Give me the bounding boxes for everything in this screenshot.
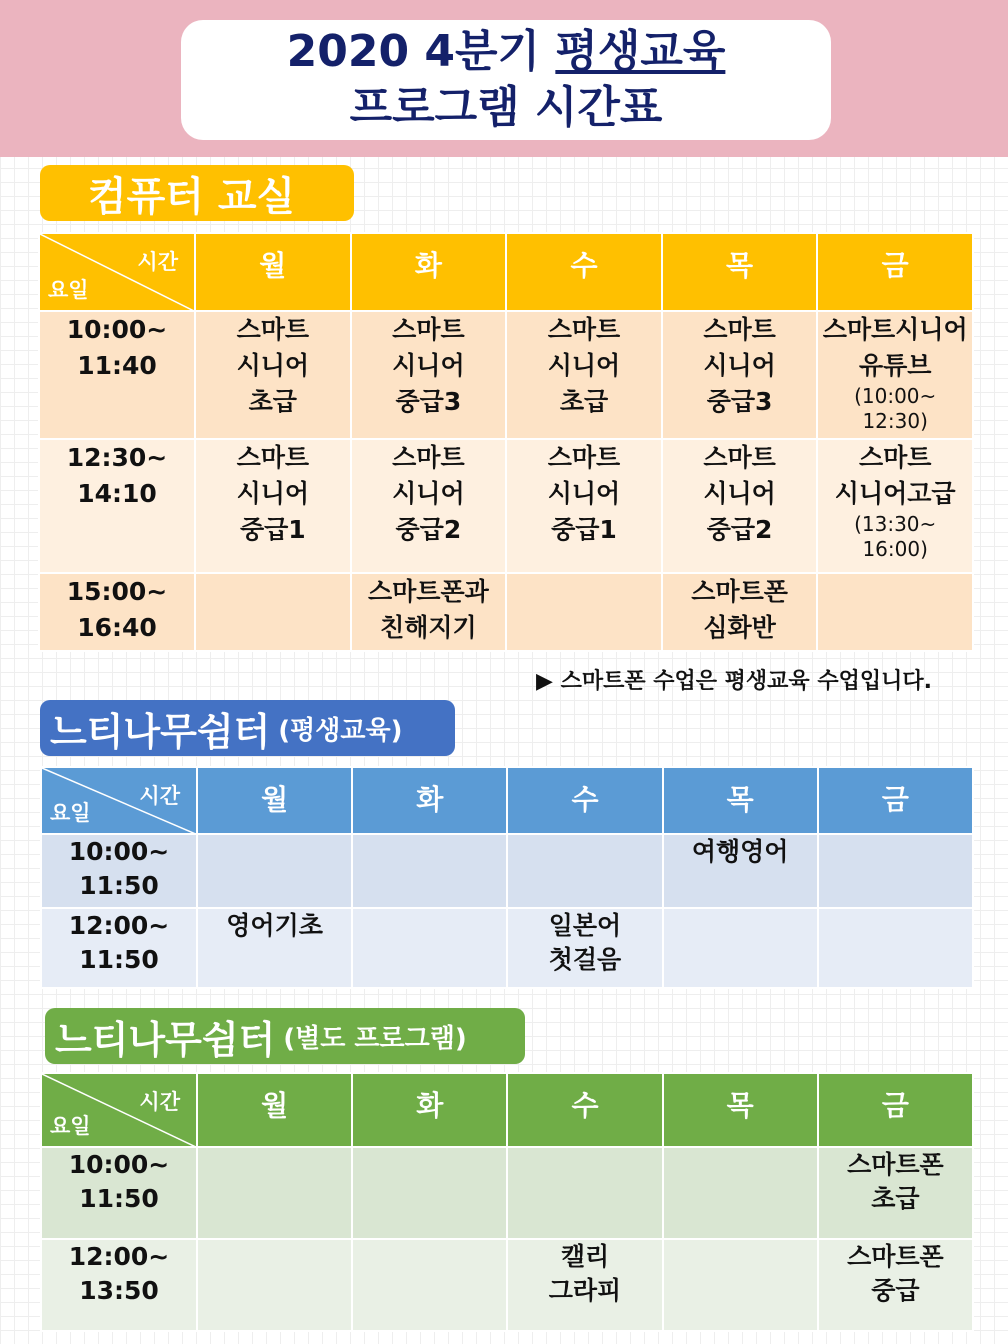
class-cell xyxy=(197,834,352,908)
table-row xyxy=(39,439,973,573)
time-cell: 12:00~ 11:50 xyxy=(41,908,197,988)
table-row xyxy=(39,311,973,439)
class-cell xyxy=(663,1147,818,1239)
day-header: 수 xyxy=(506,233,662,311)
day-header: 수 xyxy=(507,1073,662,1147)
class-cell xyxy=(663,908,818,988)
corner-cell xyxy=(41,1073,197,1147)
computer-room-table xyxy=(38,232,974,652)
corner-day: 요일 xyxy=(48,278,89,302)
time-cell: 15:00~ 16:40 xyxy=(39,573,195,651)
day-header: 월 xyxy=(197,767,352,834)
class-cell: 스마트 시니어 중급2 xyxy=(351,439,507,573)
class-cell xyxy=(817,573,973,651)
class-cell: 스마트 시니어고급 (13:30~ 16:00) xyxy=(817,439,973,573)
day-header: 목 xyxy=(663,767,818,834)
class-cell: 스마트폰 심화반 xyxy=(662,573,818,651)
class-cell: 스마트시니어 유튜브 (10:00~ 12:30) xyxy=(817,311,973,439)
time-cell: 10:00~ 11:50 xyxy=(41,834,197,908)
table-row xyxy=(41,834,973,908)
title-line2: 프로그램 시간표 xyxy=(349,82,663,133)
class-cell: 스마트 시니어 중급1 xyxy=(506,439,662,573)
class-cell: 스마트 시니어 중급1 xyxy=(195,439,351,573)
class-cell xyxy=(197,1239,352,1331)
computer-room-title: 컴퓨터 교실 xyxy=(40,165,354,221)
class-cell: 영어기초 xyxy=(197,908,352,988)
corner-cell xyxy=(41,767,197,834)
class-cell: 캘리 그라피 xyxy=(507,1239,662,1331)
class-cell: 일본어 첫걸음 xyxy=(507,908,662,988)
class-cell: 스마트 시니어 초급 xyxy=(195,311,351,439)
day-header: 월 xyxy=(195,233,351,311)
title-prefix: 2020 4분기 xyxy=(286,26,556,77)
shelter-separate-table xyxy=(40,1072,974,1332)
class-cell: 스마트 시니어 중급3 xyxy=(351,311,507,439)
class-cell: 스마트폰과 친해지기 xyxy=(351,573,507,651)
class-cell xyxy=(663,1239,818,1331)
corner-time: 시간 xyxy=(139,784,180,808)
table-row xyxy=(41,908,973,988)
time-cell: 12:30~ 14:10 xyxy=(39,439,195,573)
corner-day: 요일 xyxy=(50,801,91,825)
class-cell: 스마트 시니어 중급2 xyxy=(662,439,818,573)
shelter-lifelong-title: 느티나무쉼터 (평생교육) xyxy=(40,700,455,756)
header-row xyxy=(39,233,973,311)
day-header: 금 xyxy=(818,767,973,834)
class-cell: 스마트폰 중급 xyxy=(818,1239,973,1331)
header-row xyxy=(41,1073,973,1147)
day-header: 화 xyxy=(352,767,507,834)
class-cell xyxy=(352,908,507,988)
day-header: 목 xyxy=(662,233,818,311)
corner-time: 시간 xyxy=(137,250,178,274)
class-cell xyxy=(352,1147,507,1239)
time-cell: 10:00~ 11:40 xyxy=(39,311,195,439)
corner-time: 시간 xyxy=(139,1090,180,1114)
day-header: 화 xyxy=(351,233,507,311)
shelter-lifelong-table xyxy=(40,766,974,989)
class-cell: 스마트 시니어 중급3 xyxy=(662,311,818,439)
shelter-separate-title: 느티나무쉼터 (별도 프로그램) xyxy=(45,1008,525,1064)
class-cell xyxy=(818,834,973,908)
time-cell: 12:00~ 13:50 xyxy=(41,1239,197,1331)
day-header: 월 xyxy=(197,1073,352,1147)
title-underlined: 평생교육 xyxy=(555,26,726,77)
day-header: 금 xyxy=(818,1073,973,1147)
class-cell xyxy=(197,1147,352,1239)
class-cell xyxy=(195,573,351,651)
class-cell xyxy=(352,1239,507,1331)
table-row xyxy=(39,573,973,651)
class-cell: 여행영어 xyxy=(663,834,818,908)
corner-cell xyxy=(39,233,195,311)
corner-day: 요일 xyxy=(50,1114,91,1138)
class-cell xyxy=(507,1147,662,1239)
day-header: 목 xyxy=(663,1073,818,1147)
class-cell xyxy=(506,573,662,651)
header-row xyxy=(41,767,973,834)
time-cell: 10:00~ 11:50 xyxy=(41,1147,197,1239)
class-cell: 스마트 시니어 초급 xyxy=(506,311,662,439)
table-row xyxy=(41,1239,973,1331)
day-header: 화 xyxy=(352,1073,507,1147)
class-cell xyxy=(818,908,973,988)
class-cell xyxy=(507,834,662,908)
class-cell: 스마트폰 초급 xyxy=(818,1147,973,1239)
day-header: 금 xyxy=(817,233,973,311)
table-row xyxy=(41,1147,973,1239)
page-title xyxy=(181,20,831,140)
smartphone-note: ▶ 스마트폰 수업은 평생교육 수업입니다. xyxy=(536,669,932,694)
day-header: 수 xyxy=(507,767,662,834)
class-cell xyxy=(352,834,507,908)
